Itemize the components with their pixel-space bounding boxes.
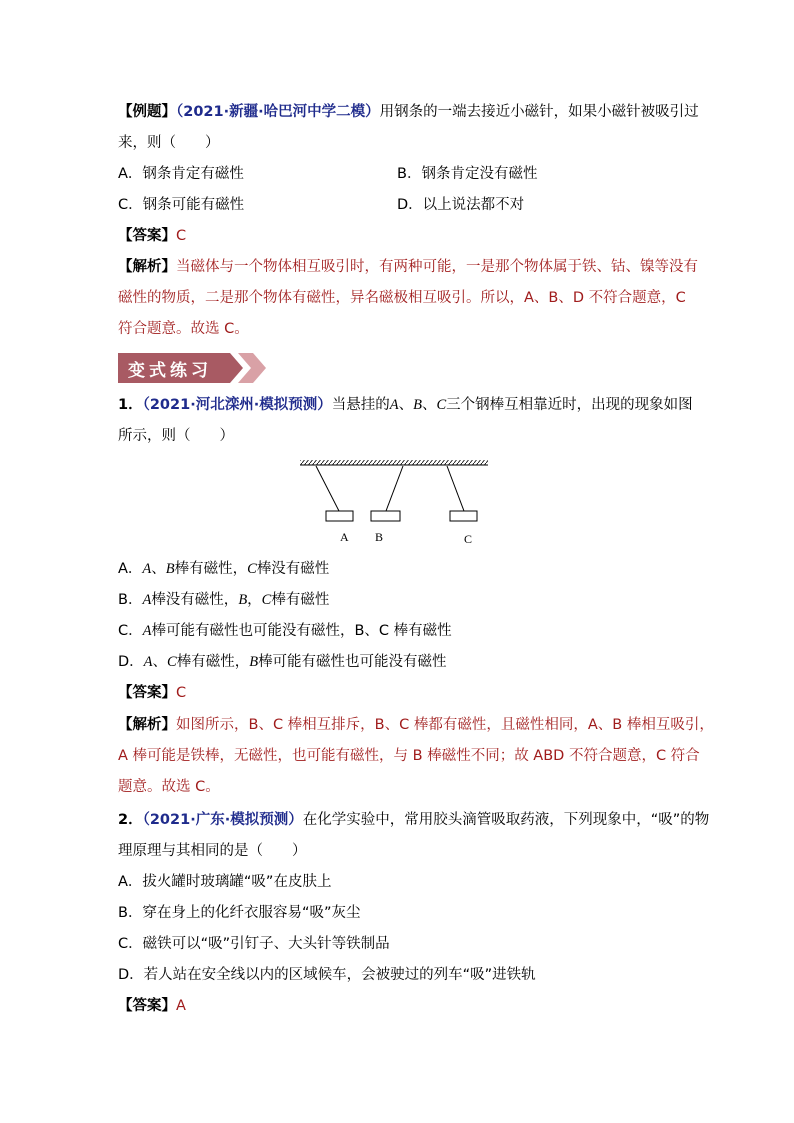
q2-stem-line1 <box>118 810 709 830</box>
q1-sep: 、 <box>421 397 437 413</box>
q1-answer <box>118 683 186 703</box>
q1-number: 1． <box>118 397 143 413</box>
q1-source: （2021·河北滦州·模拟预测） <box>142 397 332 413</box>
analysis-tag: 【解析】 <box>118 259 176 275</box>
example-tag: 【例题】 <box>118 104 176 120</box>
q2-stem-line2: 理原理与其相同的是（ ） <box>118 843 307 859</box>
q1-stem-line1 <box>118 395 693 415</box>
example-answer <box>118 226 186 246</box>
q1-letter-a: A <box>389 397 399 413</box>
string-b <box>386 466 403 511</box>
answer-value: A <box>176 998 186 1014</box>
example-option-b: B．钢条肯定没有磁性 <box>397 166 538 182</box>
example-option-d: D．以上说法都不对 <box>397 197 525 213</box>
answer-tag: 【答案】 <box>118 998 176 1014</box>
option-text: 棒有磁性， <box>174 561 248 577</box>
q1-option-c <box>118 621 452 641</box>
example-analysis-line1 <box>118 257 698 277</box>
option-text: 棒可能有磁性也可能没有磁性 <box>258 654 447 670</box>
q1-analysis-line3: 题意。故选 C。 <box>118 779 220 795</box>
italic-letter: B <box>165 561 175 577</box>
q2-option-a: A．拔火罐时玻璃罐“吸”在皮肤上 <box>118 874 332 890</box>
example-question-line2: 来，则（ ） <box>118 135 220 151</box>
option-text: 棒有磁性 <box>271 592 330 608</box>
q2-option-b: B．穿在身上的化纤衣服容易“吸”灰尘 <box>118 905 361 921</box>
analysis-text: 如图所示，B、C 棒相互排斥，B、C 棒都有磁性，且磁性相同，A、B 棒相互吸引， <box>176 717 714 733</box>
option-text: 棒有磁性， <box>176 654 250 670</box>
figure-label-c: C <box>464 532 473 546</box>
rod-b <box>371 511 400 521</box>
italic-letter: A <box>142 592 152 608</box>
q2-source: （2021·广东·模拟预测） <box>142 812 303 828</box>
example-question-line1 <box>118 102 699 122</box>
italic-letter: C <box>247 561 257 577</box>
figure-label-b: B <box>375 530 384 544</box>
banner-title: 变式练习 <box>128 361 212 381</box>
option-text: ， <box>247 592 262 608</box>
answer-value: C <box>176 685 187 701</box>
analysis-text: 当磁体与一个物体相互吸引时，有两种可能，一是那个物体属于铁、钴、镍等没有 <box>176 259 698 275</box>
example-analysis-line3: 符合题意。故选 C。 <box>118 321 249 337</box>
italic-letter: C <box>167 654 177 670</box>
italic-letter: A <box>143 654 153 670</box>
q1-option-a <box>118 559 329 579</box>
italic-letter: A <box>142 561 152 577</box>
q1-stem-text: 三个钢棒互相靠近时，出现的现象如图 <box>446 397 693 413</box>
answer-tag: 【答案】 <box>118 685 176 701</box>
q2-option-c: C．磁铁可以“吸”引钉子、大头针等铁制品 <box>118 936 390 952</box>
answer-tag: 【答案】 <box>118 228 176 244</box>
ceiling-hatch <box>300 460 488 465</box>
q1-letter-c: C <box>436 397 447 413</box>
option-text: 棒可能有磁性也可能没有磁性，B、C 棒有磁性 <box>151 623 452 639</box>
figure-label-a: A <box>340 530 349 544</box>
option-text: 、 <box>151 561 166 577</box>
option-letter: A． <box>118 561 143 577</box>
q2-answer <box>118 996 186 1016</box>
q1-figure-drawing <box>298 458 498 528</box>
q1-stem-text: 当悬挂的 <box>331 397 390 413</box>
example-source: （2021·新疆·哈巴河中学二模） <box>176 104 380 120</box>
option-text: 、 <box>152 654 168 670</box>
q1-stem-line2: 所示，则（ ） <box>118 428 234 444</box>
q1-analysis-line1 <box>118 715 714 735</box>
option-text: 棒没有磁性 <box>256 561 330 577</box>
rod-a <box>326 511 353 521</box>
italic-letter: B <box>249 654 259 670</box>
q1-option-b <box>118 590 329 610</box>
example-option-a: A．钢条肯定有磁性 <box>118 166 244 182</box>
italic-letter: B <box>238 592 248 608</box>
q2-stem-text: 在化学实验中，常用胶头滴管吸取药液，下列现象中，“吸”的物 <box>302 812 710 828</box>
string-c <box>447 466 464 511</box>
q1-sep: 、 <box>398 397 414 413</box>
option-letter: C． <box>118 623 143 639</box>
q1-option-d <box>118 652 447 672</box>
example-option-c: C．钢条可能有磁性 <box>118 197 245 213</box>
option-text: 棒没有磁性， <box>151 592 239 608</box>
example-question-text: 用钢条的一端去接近小磁针，如果小磁针被吸引过 <box>379 104 699 120</box>
q2-option-d: D．若人站在安全线以内的区域候车，会被驶过的列车“吸”进铁轨 <box>118 967 536 983</box>
q1-letter-b: B <box>413 397 422 413</box>
section-banner <box>118 350 268 386</box>
example-analysis-line2: 磁性的物质，二是那个物体有磁性，异名磁极相互吸引。所以，A、B、D 不符合题意，C <box>118 290 686 306</box>
rod-c <box>450 511 477 521</box>
answer-value: C <box>176 228 187 244</box>
option-letter: D． <box>118 654 144 670</box>
string-a <box>316 466 339 511</box>
italic-letter: C <box>261 592 272 608</box>
q1-analysis-line2: A 棒可能是铁棒，无磁性，也可能有磁性，与 B 棒磁性不同；故 ABD 不符合题意，C 符合 <box>118 748 700 764</box>
q2-number: 2． <box>118 812 143 828</box>
italic-letter: A <box>142 623 152 639</box>
option-letter: B． <box>118 592 143 608</box>
q1-figure <box>298 458 498 550</box>
analysis-tag: 【解析】 <box>118 717 176 733</box>
